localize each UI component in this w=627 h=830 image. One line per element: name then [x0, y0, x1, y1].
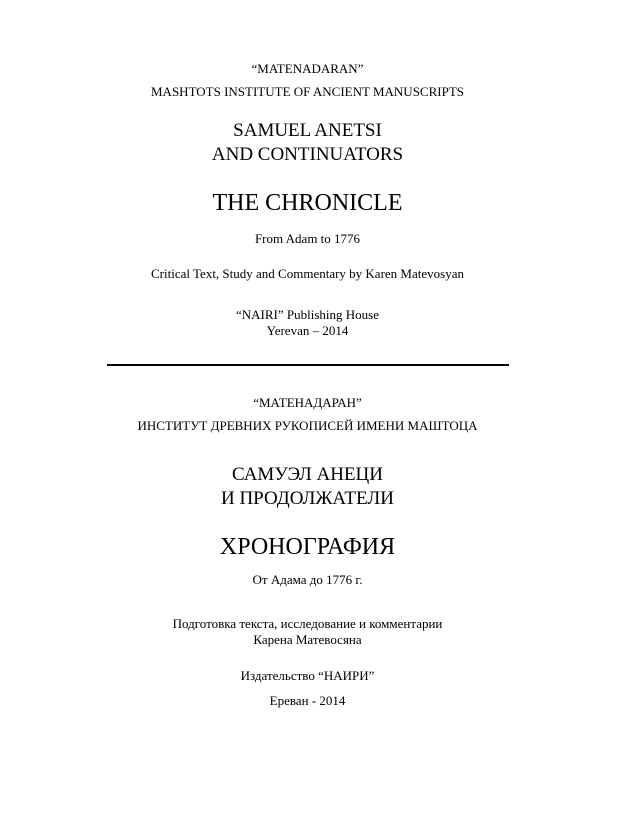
ru-author-line-2: И ПРОДОЛЖАТЕЛИ — [220, 488, 395, 509]
ru-book-title: ХРОНОГРАФИЯ — [219, 534, 396, 560]
section-divider — [107, 364, 509, 366]
en-editor-credit: Critical Text, Study and Commentary by Karen Matevosyan — [151, 266, 464, 281]
en-institution-name: “MATENADARAN” — [251, 61, 364, 76]
en-place-year: Yerevan – 2014 — [266, 323, 349, 338]
ru-subtitle: От Адама до 1776 г. — [252, 572, 363, 587]
en-author-line-2: AND CONTINUATORS — [211, 144, 404, 165]
en-book-title: THE CHRONICLE — [212, 190, 403, 216]
ru-editor-credit-line-2: Карена Матевосяна — [253, 632, 362, 647]
en-author-line-1: SAMUEL ANETSI — [233, 120, 382, 141]
en-publisher: “NAIRI” Publishing House — [236, 307, 379, 322]
ru-editor-credit-line-1: Подготовка текста, исследование и комментарии — [172, 616, 443, 631]
ru-institution-name: “МАТЕНАДАРАН” — [253, 395, 362, 410]
ru-place-year: Ереван - 2014 — [269, 693, 346, 708]
ru-publisher: Издательство “НАИРИ” — [240, 668, 375, 683]
en-subtitle: From Adam to 1776 — [254, 231, 361, 246]
ru-institution-full-name: ИНСТИТУТ ДРЕВНИХ РУКОПИСЕЙ ИМЕНИ МАШТОЦА — [137, 418, 478, 433]
en-institution-full-name: MASHTOTS INSTITUTE OF ANCIENT MANUSCRIPTS — [151, 84, 464, 99]
ru-author-line-1: САМУЭЛ АНЕЦИ — [231, 464, 384, 485]
